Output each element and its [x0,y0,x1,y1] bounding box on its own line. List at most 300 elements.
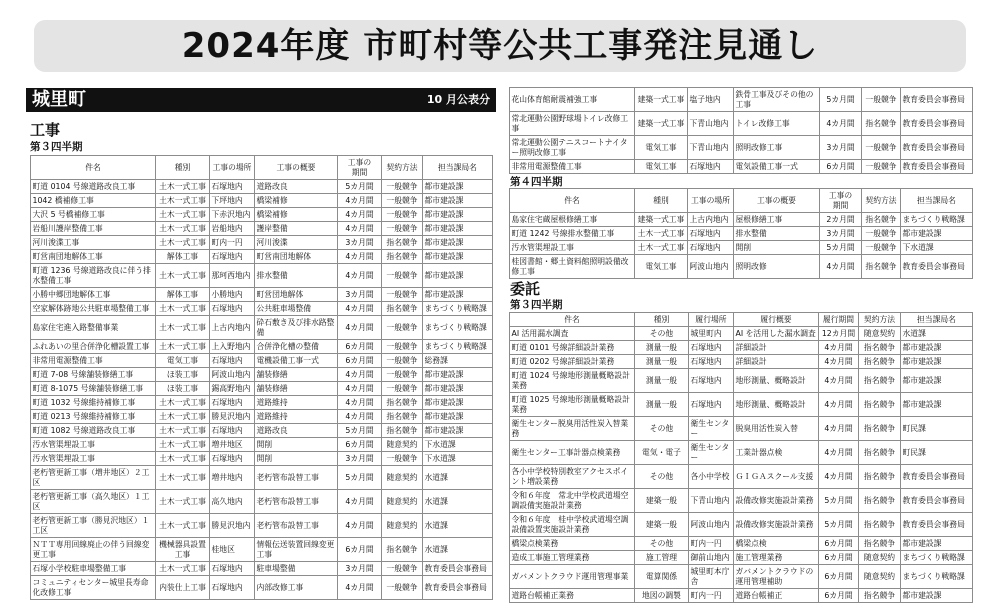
cell-department: まちづくり戦略課 [423,340,493,354]
cell-category: 建築一般 [635,513,689,537]
column-header [338,156,382,180]
cell-summary: 橋梁補修 [255,208,338,222]
column-header-label: 種別 [653,196,669,205]
cell-department: 教育委員会事務局 [901,160,973,174]
table-row [510,355,973,369]
cell-contract-method: 指名競争 [382,236,423,250]
cell-summary: 屋根修繕工事 [734,213,820,227]
cell-period: 4カ月間 [820,112,862,136]
cell-title: 常北運動公園野球場トイレ改修工事 [510,112,635,136]
construction-q3-table-continued [509,87,973,174]
cell-period: 6カ月間 [820,160,862,174]
cell-category: 土木一式工事 [156,438,210,452]
cell-department: 都市建設課 [901,341,973,355]
table-row [31,236,493,250]
cell-location: 塩子地内 [688,88,734,112]
quarter-label-construction-q4: 第４四半期 [510,176,563,188]
cell-summary: 老朽管布設替工事 [255,466,338,490]
cell-contract-method: 指名競争 [859,589,901,603]
cell-contract-method: 指名競争 [859,489,901,513]
title-banner [34,20,966,72]
cell-title: 汚水管渠埋設工事 [510,241,635,255]
cell-title: ＮＴＴ専用回線廃止の伴う回線変更工事 [31,538,156,562]
cell-location: 石塚地内 [689,393,734,417]
column-header [689,313,734,327]
cell-department: 都市建設課 [901,393,973,417]
construction-q4-table [509,188,973,279]
cell-period: 6カ月間 [819,565,859,589]
table-row [510,465,973,489]
municipality-name: 城里町 [32,89,86,110]
cell-summary: ＧＩＧＡスクール支援 [734,465,819,489]
cell-summary: 道路改良 [255,180,338,194]
cell-department: まちづくり戦略課 [423,316,493,340]
cell-period: 6カ月間 [819,537,859,551]
column-header-label: 工事の概要 [757,196,796,205]
cell-period: 2カ月間 [820,213,862,227]
cell-period: 5カ月間 [819,489,859,513]
cell-location: 衛生センター [689,441,734,465]
cell-summary: 工業計器点検 [734,441,819,465]
cell-location: 小勝地内 [210,288,255,302]
column-header [635,189,688,213]
cell-summary: 砕石敷き及び排水路整備 [255,316,338,340]
table-body [510,88,973,174]
table-row [31,514,493,538]
column-header-label: 種別 [653,315,670,324]
cell-period: 5カ月間 [819,513,859,537]
municipality-bar [26,88,496,112]
cell-period: 4カ月間 [819,355,859,369]
column-header [819,313,859,327]
cell-category: 測量一般 [635,369,689,393]
cell-summary: 町営南団地解体 [255,250,338,264]
cell-department: 都市建設課 [423,208,493,222]
cell-summary: 舗装修繕 [255,368,338,382]
section-heading-consignment: 委託 [510,280,541,298]
cell-summary: 老朽管布設替工事 [255,490,338,514]
cell-location: 御前山地内 [689,551,734,565]
table-row [31,438,493,452]
cell-contract-method: 一般競争 [382,288,423,302]
cell-title: 島家住宅進入路整備事業 [31,316,156,340]
cell-contract-method: 指名競争 [382,396,423,410]
cell-title: 町道 0104 号線道路改良工事 [31,180,156,194]
cell-title: 令和６年度 常北中学校武道場空調設備実施設計業務 [510,489,635,513]
cell-department: 教育委員会事務局 [901,255,973,279]
cell-period: 4カ月間 [338,368,382,382]
table-row [510,589,973,603]
cell-location: 石塚地内 [210,250,255,264]
cell-summary: 照明改修 [734,255,820,279]
table-row [31,410,493,424]
table-row [31,396,493,410]
column-header [901,189,973,213]
table-row [510,255,973,279]
header-row [31,156,493,180]
table-header [510,189,973,213]
cell-summary: 河川浚渫 [255,236,338,250]
cell-department: 都市建設課 [423,250,493,264]
column-header-label: 件名 [564,196,580,205]
column-header [859,313,901,327]
table-row [31,538,493,562]
cell-location: 下青山地内 [688,136,734,160]
cell-title: 衛生センター脱臭用活性炭入替業務 [510,417,635,441]
cell-contract-method: 一般競争 [382,452,423,466]
cell-location: 桂地区 [210,538,255,562]
cell-period: 6カ月間 [338,354,382,368]
cell-period: 4カ月間 [338,194,382,208]
cell-department: 都市建設課 [901,369,973,393]
cell-period: 4カ月間 [338,396,382,410]
cell-category: 土木一式工事 [156,222,210,236]
cell-period: 4カ月間 [819,369,859,393]
table-row [31,250,493,264]
column-header [862,189,901,213]
cell-category: 土木一式工事 [156,236,210,250]
cell-location: 下青山地内 [689,489,734,513]
cell-category: 土木一式工事 [156,490,210,514]
cell-location: 町内一円 [689,537,734,551]
cell-contract-method: 指名競争 [862,255,901,279]
table-row [510,489,973,513]
cell-category: 機械器具設置工事 [156,538,210,562]
cell-period: 5カ月間 [338,466,382,490]
cell-category: 建築一式工事 [635,112,688,136]
cell-category: 土木一式工事 [156,302,210,316]
cell-title: 汚水管渠埋設工事 [31,438,156,452]
cell-category: 土木一式工事 [635,227,688,241]
table-row [31,382,493,396]
cell-summary: AI を活用した漏水調査 [734,327,819,341]
table-row [31,466,493,490]
cell-department: 下水道課 [423,438,493,452]
cell-category: 土木一式工事 [156,316,210,340]
cell-location: 増井地区 [210,438,255,452]
cell-summary: 公共駐車場整備 [255,302,338,316]
cell-location: 岩船地内 [210,222,255,236]
cell-category: 土木一式工事 [156,562,210,576]
column-header [901,313,973,327]
cell-summary: 道路維持 [255,410,338,424]
cell-contract-method: 随意契約 [382,466,423,490]
column-header [255,156,338,180]
cell-title: 令和６年度 桂中学校武道場空調設備設置実施設計業務 [510,513,635,537]
table-row [510,551,973,565]
column-header [820,189,862,213]
cell-summary: 橋梁補修 [255,194,338,208]
cell-title: 町道 1242 号線排水整備工事 [510,227,635,241]
cell-title: 老朽管更新工事（勝見沢地区）１工区 [31,514,156,538]
table-row [510,88,973,112]
cell-contract-method: 随意契約 [859,565,901,589]
cell-location: 城里町内 [689,327,734,341]
cell-category: 土木一式工事 [635,241,688,255]
cell-summary: 排水整備 [255,264,338,288]
cell-department: 都市建設課 [423,396,493,410]
cell-contract-method: 指名競争 [859,369,901,393]
cell-summary: 町営団地解体 [255,288,338,302]
cell-department: まちづくり戦略課 [423,302,493,316]
table-row [510,241,973,255]
cell-category: その他 [635,465,689,489]
cell-department: 町民課 [901,417,973,441]
cell-title: 町道 1082 号線道路改良工事 [31,424,156,438]
cell-location: 石塚地内 [210,452,255,466]
cell-location: 石塚地内 [688,227,734,241]
column-header [210,156,255,180]
cell-location: 上入野地内 [210,340,255,354]
cell-summary: 鉄骨工事及びその他の工事 [734,88,820,112]
cell-location: 石塚地内 [210,424,255,438]
cell-category: 土木一式工事 [156,424,210,438]
cell-location: 阿波山地内 [688,255,734,279]
table-row [31,340,493,354]
cell-title: 非常用電源整備工事 [31,354,156,368]
cell-title: 空家解体跡地公共駐車場整備工事 [31,302,156,316]
header-row [510,189,973,213]
cell-period: 4カ月間 [338,316,382,340]
cell-title: 町道 8-1075 号線舗装修繕工事 [31,382,156,396]
cell-summary: 施工管理業務 [734,551,819,565]
cell-department: 都市建設課 [901,537,973,551]
table-body [510,327,973,603]
cell-location: 勝見沢地内 [210,514,255,538]
table-row [31,562,493,576]
cell-period: 3カ月間 [820,227,862,241]
cell-category: 土木一式工事 [156,396,210,410]
table-row [510,537,973,551]
cell-category: 測量一般 [635,393,689,417]
column-header [382,156,423,180]
cell-location: 石塚地内 [689,369,734,393]
cell-department: 水道課 [423,514,493,538]
cell-category: 土木一式工事 [156,514,210,538]
cell-period: 6カ月間 [338,538,382,562]
column-header-label: 履行場所 [695,315,727,324]
cell-period: 6カ月間 [338,438,382,452]
cell-department: 都市建設課 [423,410,493,424]
cell-department: 都市建設課 [423,288,493,302]
section-heading-construction: 工事 [30,121,61,139]
cell-category: 建築一式工事 [635,88,688,112]
quarter-label-consignment-q3: 第３四半期 [510,299,563,311]
cell-department: 都市建設課 [423,194,493,208]
cell-category: その他 [635,417,689,441]
column-header-label: 件名 [85,163,101,172]
cell-department: まちづくり戦略課 [901,551,973,565]
cell-category: 土木一式工事 [156,208,210,222]
cell-title: 町道 0213 号線維持補修工事 [31,410,156,424]
cell-category: 施工管理 [635,551,689,565]
table-row [31,490,493,514]
table-header [510,313,973,327]
column-header [734,189,820,213]
cell-category: 土木一式工事 [156,452,210,466]
cell-location: 石塚地内 [210,180,255,194]
cell-contract-method: 一般競争 [382,354,423,368]
cell-category: 解体工事 [156,250,210,264]
cell-period: 4カ月間 [338,222,382,236]
cell-period: 3カ月間 [338,288,382,302]
cell-contract-method: 指名競争 [382,250,423,264]
table-row [510,227,973,241]
header-row [510,313,973,327]
table-row [510,441,973,465]
table-body [31,180,493,600]
cell-location: 阿波山地内 [689,513,734,537]
table-row [510,513,973,537]
column-header-label: 契約方法 [863,315,896,324]
cell-summary: 舗装修繕 [255,382,338,396]
cell-category: その他 [635,327,689,341]
cell-category: 電気工事 [635,160,688,174]
cell-period: 3カ月間 [820,136,862,160]
table-row [510,369,973,393]
cell-category: 土木一式工事 [156,180,210,194]
cell-title: ガバメントクラウド運用管理事業 [510,565,635,589]
cell-title: 町道 0101 号線詳細設計業務 [510,341,635,355]
cell-department: 下水道課 [901,241,973,255]
cell-summary: 合併浄化槽の整備 [255,340,338,354]
cell-department: 都市建設課 [901,589,973,603]
cell-contract-method: 随意契約 [382,438,423,452]
cell-title: ふれあいの里合併浄化槽設置工事 [31,340,156,354]
cell-category: 電算関係 [635,565,689,589]
cell-summary: 脱臭用活性炭入替 [734,417,819,441]
cell-summary: 地形測量、概略設計 [734,393,819,417]
cell-title: 非常用電源整備工事 [510,160,635,174]
table-row [31,576,493,600]
cell-title: 花山体育館耐震補強工事 [510,88,635,112]
cell-category: ほ装工事 [156,368,210,382]
cell-department: 下水道課 [423,452,493,466]
table-row [31,354,493,368]
column-header-label: 工事の概要 [276,163,316,172]
cell-department: 水道課 [423,466,493,490]
table-row [510,160,973,174]
cell-department: 教育委員会事務局 [901,136,973,160]
cell-contract-method: 指名競争 [859,465,901,489]
cell-summary: 護岸整備 [255,222,338,236]
cell-contract-method: 一般競争 [382,368,423,382]
cell-location: 石塚地内 [210,354,255,368]
cell-location: 石塚地内 [210,576,255,600]
cell-title: 桂図書館・郷土資料館照明設備改修工事 [510,255,635,279]
cell-period: 3カ月間 [338,562,382,576]
cell-period: 3カ月間 [338,236,382,250]
table-row [31,302,493,316]
table-row [31,368,493,382]
cell-summary: 排水整備 [734,227,820,241]
column-header-label: 契約方法 [865,196,897,205]
cell-period: 6カ月間 [819,589,859,603]
cell-contract-method: 指名競争 [859,341,901,355]
cell-location: 勝見沢地内 [210,410,255,424]
column-header-label: 履行概要 [760,315,792,324]
cell-department: 都市建設課 [901,227,973,241]
cell-title: 町営南団地解体工事 [31,250,156,264]
cell-summary: 開削 [255,438,338,452]
table-row [31,222,493,236]
cell-contract-method: 指名競争 [859,537,901,551]
cell-category: 解体工事 [156,288,210,302]
cell-contract-method: 指名競争 [859,513,901,537]
cell-contract-method: 一般競争 [382,382,423,396]
cell-department: 教育委員会事務局 [423,562,493,576]
cell-location: 上古内地内 [688,213,734,227]
cell-period: 5カ月間 [338,180,382,194]
cell-department: 教育委員会事務局 [901,513,973,537]
cell-title: 各小中学校特別教室アクセスポイント増設業務 [510,465,635,489]
column-header [510,189,635,213]
cell-period: 4カ月間 [819,393,859,417]
cell-summary: 老朽管布設替工事 [255,514,338,538]
cell-contract-method: 一般競争 [382,264,423,288]
cell-contract-method: 一般競争 [862,227,901,241]
cell-title: 島家住宅蔵屋根修繕工事 [510,213,635,227]
cell-location: 那珂西地内 [210,264,255,288]
cell-contract-method: 指名競争 [382,538,423,562]
cell-category: 測量一般 [635,341,689,355]
cell-department: 教育委員会事務局 [901,88,973,112]
cell-department: 都市建設課 [423,222,493,236]
cell-contract-method: 一般競争 [862,241,901,255]
table-row [510,327,973,341]
cell-contract-method: 一般競争 [382,222,423,236]
cell-location: 錫高野地内 [210,382,255,396]
column-header-label: 種別 [174,163,191,172]
column-header-label: 担当課局名 [438,163,477,172]
cell-contract-method: 指名競争 [862,213,901,227]
cell-summary: 内部改修工事 [255,576,338,600]
cell-contract-method: 一般競争 [382,562,423,576]
cell-department: 教育委員会事務局 [901,112,973,136]
cell-title: 町道 1024 号線地形測量概略設計業務 [510,369,635,393]
cell-period: 4カ月間 [338,490,382,514]
cell-summary: 情報伝送装置回線変更工事 [255,538,338,562]
cell-summary: 設備改修実施設計業務 [734,513,819,537]
column-header-label: 工事の期間 [347,158,372,177]
cell-department: 水道課 [901,327,973,341]
cell-summary: 電機設備工事一式 [255,354,338,368]
cell-period: 4カ月間 [819,417,859,441]
cell-contract-method: 一般競争 [382,316,423,340]
cell-contract-method: 指名競争 [382,424,423,438]
cell-contract-method: 随意契約 [859,551,901,565]
cell-location: 高久地内 [210,490,255,514]
cell-title: 造成工事施工管理業務 [510,551,635,565]
table-row [510,341,973,355]
cell-period: 4カ月間 [820,255,862,279]
cell-department: 教育委員会事務局 [901,465,973,489]
cell-title: 河川浚渫工事 [31,236,156,250]
column-header [423,156,493,180]
cell-title: 岩船川護岸整備工事 [31,222,156,236]
table-row [510,112,973,136]
cell-category: 電気工事 [156,354,210,368]
cell-title: コミュニティセンター城里長寿命化改修工事 [31,576,156,600]
cell-period: 4カ月間 [338,250,382,264]
cell-period: 4カ月間 [819,465,859,489]
table-row [510,393,973,417]
cell-summary: 設備改修実施設計業務 [734,489,819,513]
column-header-label: 契約方法 [386,163,418,172]
cell-period: 4カ月間 [338,208,382,222]
cell-location: 町内一円 [689,589,734,603]
cell-title: 老朽管更新工事（高久地区）１工区 [31,490,156,514]
